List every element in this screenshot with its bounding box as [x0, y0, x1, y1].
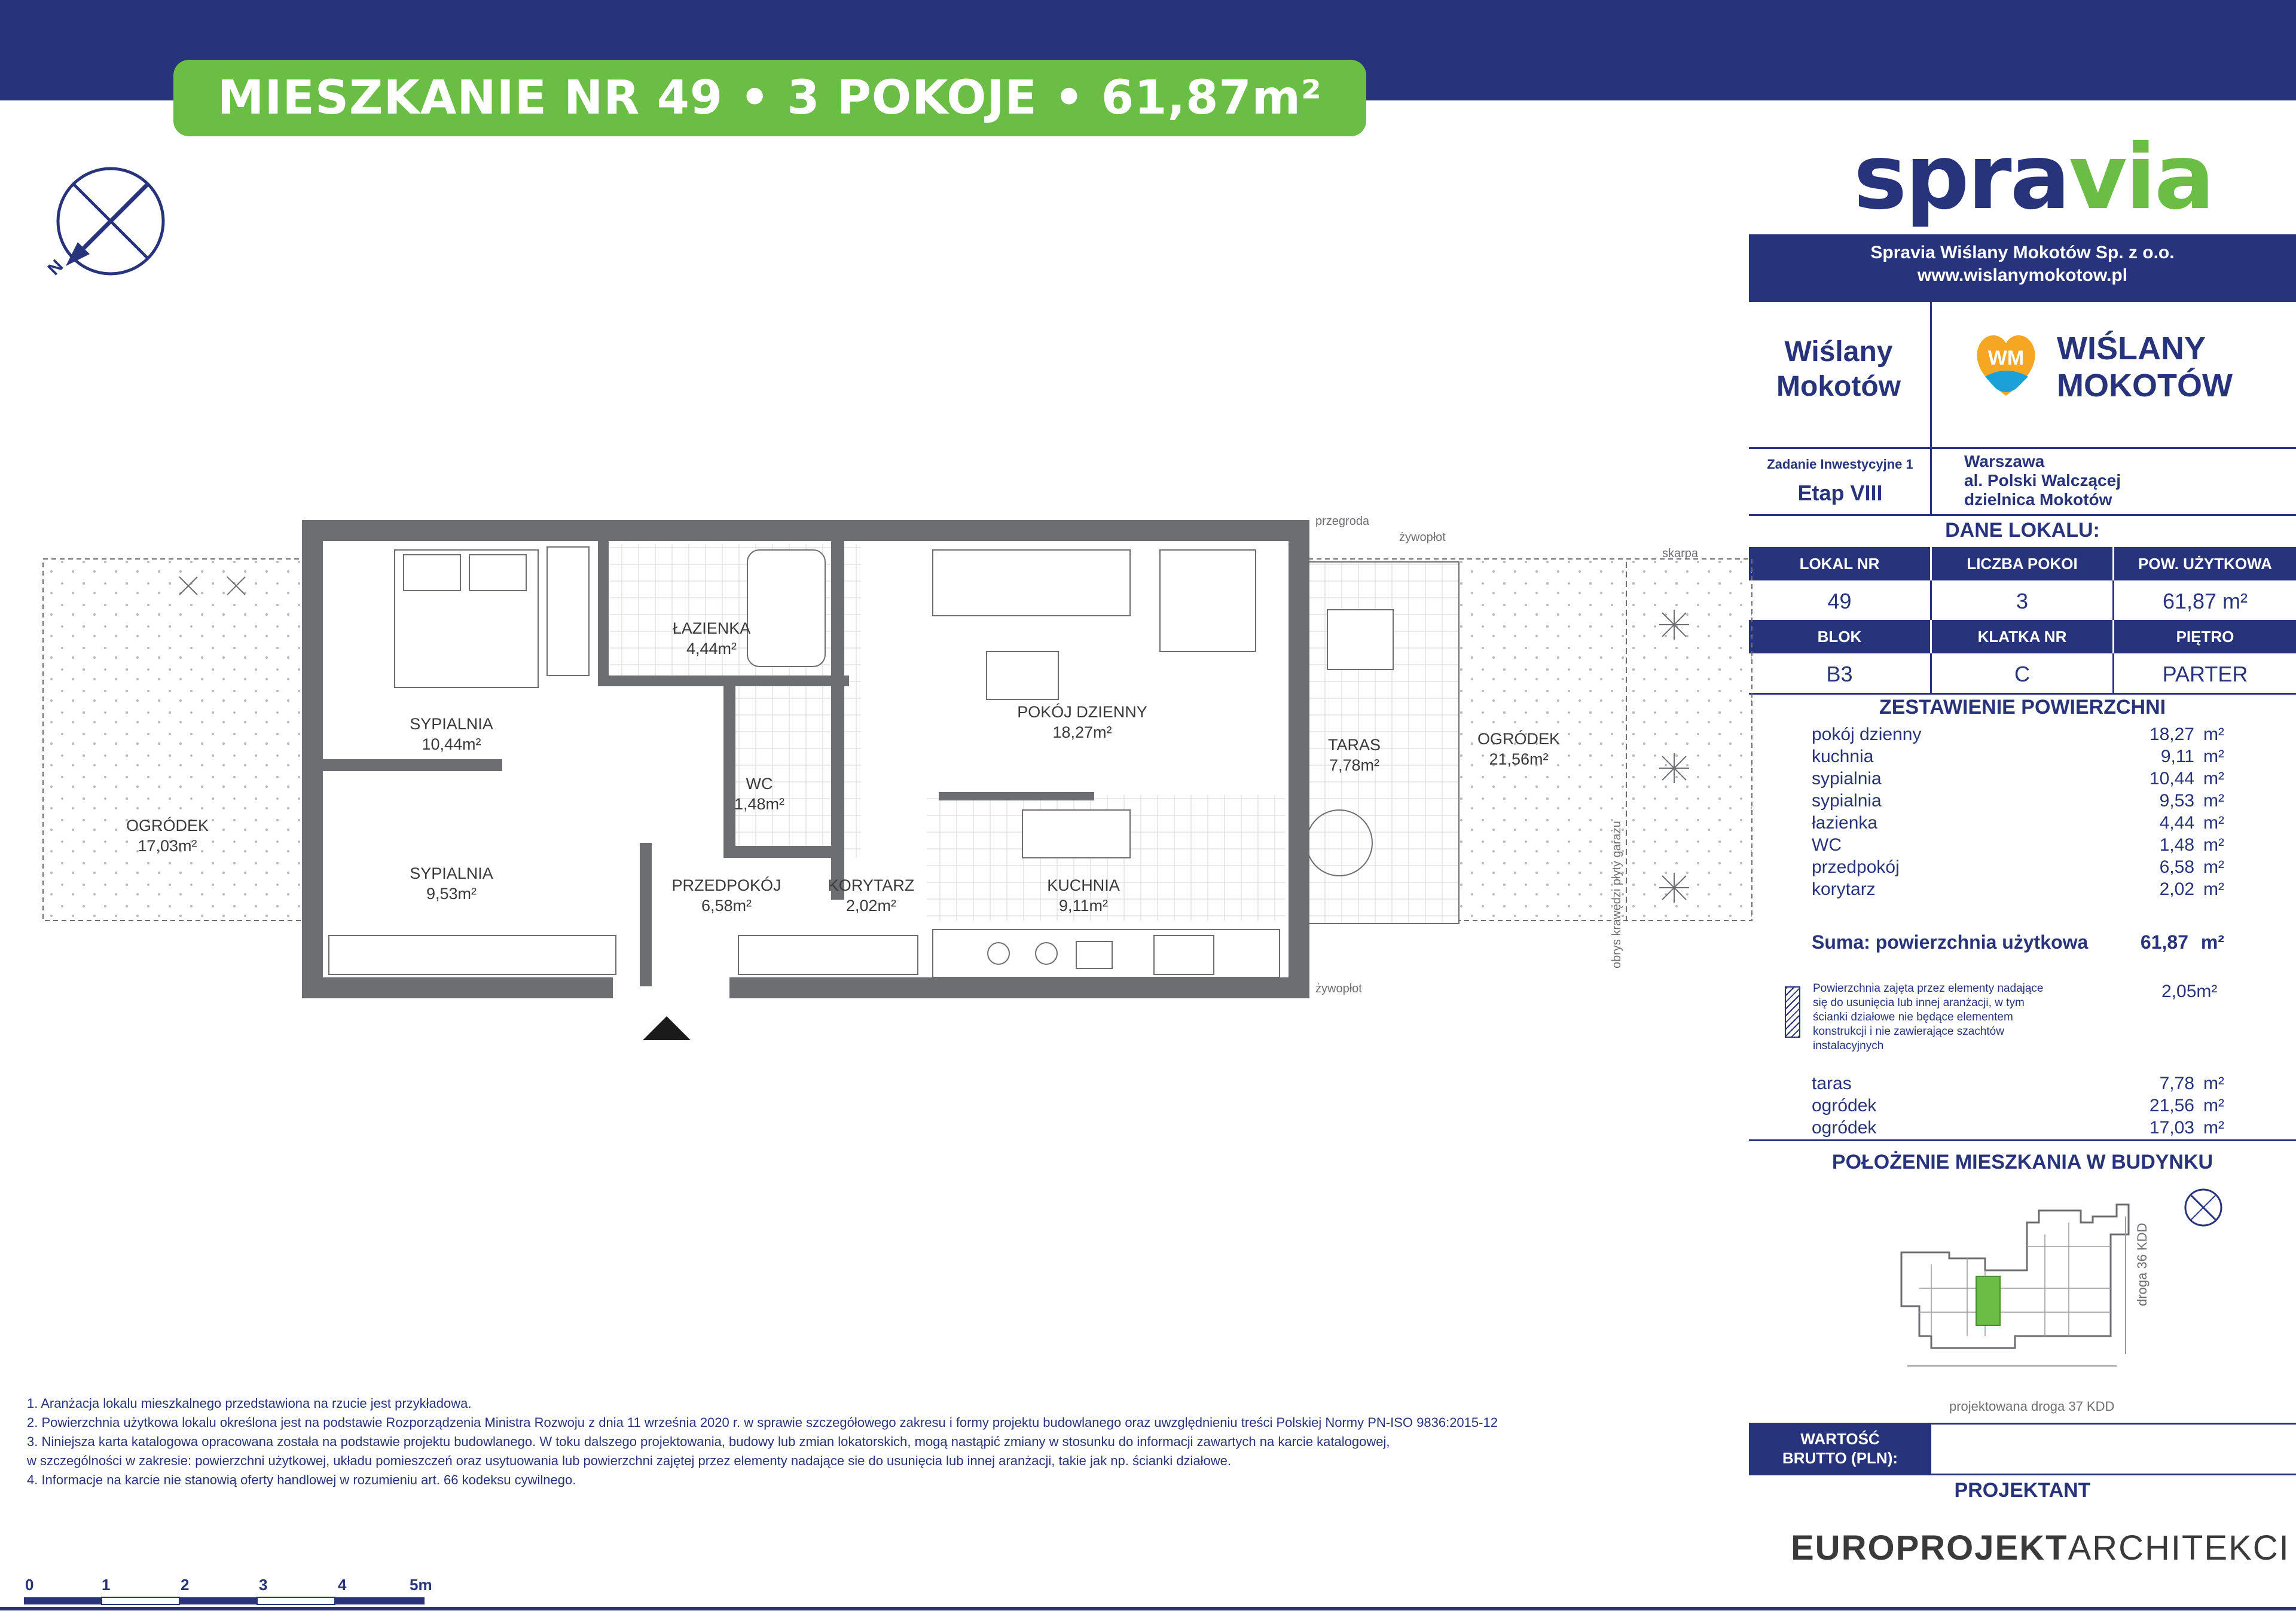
- wm-logo-text: [2057, 330, 2233, 404]
- room-name: PRZEDPOKÓJ: [671, 876, 781, 894]
- designer-label: PROJEKTANT: [1954, 1479, 2091, 1502]
- divider: [2112, 580, 2114, 620]
- summary-row: [1812, 857, 2224, 879]
- garage-label: obrys krawędzi płyty garażu: [1610, 821, 1623, 968]
- room-area: 9,11m²: [1058, 897, 1109, 915]
- stage-label: Etap VIII: [1797, 481, 1883, 505]
- sofa: [933, 550, 1130, 616]
- summary-total-row: [1812, 931, 2224, 953]
- row-name: sypialnia: [1812, 769, 1882, 788]
- summary-row: [1812, 725, 2224, 747]
- project-name-line2: Mokotów: [1776, 371, 1901, 402]
- dining-table: [1160, 550, 1256, 652]
- note-line: w szczególności w zakresie: powierzchni użytkowej, układu pomieszczeń oraz usytuowania lub powierzchni zajętej przez elementy nadające sie do usunięcia lub innej aranżacji, takie jak np. ścianki działowe.: [27, 1453, 1232, 1468]
- total-value: 61,87: [2140, 931, 2188, 953]
- row-unit: m²: [2203, 835, 2224, 855]
- divider: [1930, 300, 1932, 514]
- price-value: [1934, 1425, 2293, 1474]
- partition-label: przegroda: [1315, 515, 1370, 528]
- total-label: Suma: powierzchnia użytkowa: [1812, 931, 2089, 953]
- row-name: przedpokój: [1812, 857, 1900, 877]
- unit-section-title: DANE LOKALU:: [1945, 519, 2100, 542]
- slope-label: skarpa: [1662, 547, 1699, 560]
- row-value: 6,58: [2159, 857, 2194, 877]
- wm-heart-icon: [1973, 329, 2039, 401]
- price-label: [1749, 1425, 1931, 1474]
- wm-logo: [1973, 329, 2039, 403]
- row-value: 2,02: [2159, 879, 2194, 899]
- price-label-line2: BRUTTO (PLN):: [1782, 1449, 1898, 1467]
- logo-part2: via: [2068, 126, 2213, 230]
- designer-name-light: ARCHITEKCI: [2068, 1529, 2290, 1567]
- row-unit: m²: [2203, 725, 2224, 744]
- row-value: 18,27: [2149, 725, 2194, 744]
- rooms-label: LICZBA POKOI: [1932, 547, 2112, 580]
- row-unit: m²: [2203, 1074, 2224, 1093]
- road-side-label: droga 36 KDD: [2135, 1222, 2150, 1306]
- divider: [1749, 1139, 2296, 1141]
- summary-list: [1812, 725, 2224, 901]
- page-title: MIESZKANIE NR 49 • 3 POKOJE • 61,87m²: [173, 60, 1366, 136]
- north-arrow-icon: [42, 161, 173, 293]
- summary-row: [1812, 747, 2224, 769]
- scale-tick: 1: [102, 1576, 111, 1594]
- spravia-logo: [1854, 126, 2213, 230]
- row-name: sypialnia: [1812, 791, 1882, 811]
- scale-tick: 0: [25, 1576, 34, 1594]
- divider: [2112, 653, 2114, 693]
- stair-label: KLATKA NR: [1932, 620, 2112, 653]
- project-name-line1: Wiślany: [1784, 336, 1893, 368]
- room-name: SYPIALNIA: [410, 715, 493, 733]
- summary-row: [1812, 879, 2224, 901]
- extra-row: [1812, 1074, 2224, 1096]
- row-name: taras: [1812, 1074, 1852, 1093]
- row-value: 7,78: [2159, 1074, 2194, 1093]
- room-area: 2,02m²: [845, 897, 897, 915]
- project-name: [1752, 335, 1925, 404]
- wm-logo-line1: WIŚLANY: [2057, 331, 2206, 366]
- row-value: 4,44: [2159, 813, 2194, 833]
- row-name: ogródek: [1812, 1118, 1877, 1138]
- summary-row: [1812, 835, 2224, 857]
- row-unit: m²: [2203, 769, 2224, 788]
- divider: [1930, 580, 1932, 620]
- unit-highlight: [1976, 1276, 2000, 1325]
- building-keyplan: [1895, 1187, 2254, 1428]
- floor-plan-svg: [36, 514, 1770, 1064]
- scale-tick: 3: [259, 1576, 268, 1594]
- divider: [1749, 514, 2296, 516]
- scale-tick: 4: [338, 1576, 347, 1594]
- total-unit: m²: [2200, 931, 2224, 953]
- block-value: B3: [1826, 662, 1853, 686]
- row-name: kuchnia: [1812, 747, 1874, 766]
- row-value: 10,44: [2149, 769, 2194, 788]
- room-area: 10,44m²: [422, 735, 481, 753]
- row-name: pokój dzienny: [1812, 725, 1922, 744]
- road-bottom-label: projektowana droga 37 KDD: [1949, 1399, 2115, 1414]
- entrance-arrow-icon: [643, 1016, 691, 1040]
- summary-row: [1812, 769, 2224, 791]
- row-name: korytarz: [1812, 879, 1876, 899]
- notes: [27, 1394, 1731, 1490]
- divider: [1749, 1474, 2296, 1475]
- designer-name-bold: EUROPROJEKT: [1791, 1529, 2068, 1567]
- summary-title: ZESTAWIENIE POWIERZCHNI: [1879, 696, 2166, 719]
- row-unit: m²: [2203, 813, 2224, 833]
- area-label: POW. UŻYTKOWA: [2114, 547, 2296, 580]
- row-value: 9,11: [2160, 747, 2194, 766]
- note-line: 2. Powierzchnia użytkowa lokalu określona jest na podstawie Rozporządzenia Ministra Rozwoju z dnia 11 września 2020 r. w sprawie szczegółowego zakresu i formy projektu budowlanego oraz uwzględnieniu treści Polskiej Normy PN-ISO 9836:2015-12: [27, 1415, 1498, 1430]
- stair-value: C: [2014, 662, 2030, 686]
- row-unit: m²: [2203, 857, 2224, 877]
- row-value: 17,03: [2149, 1118, 2194, 1138]
- lokal-value: 49: [1827, 589, 1852, 613]
- room-area: 1,48m²: [734, 795, 785, 813]
- row-name: ogródek: [1812, 1096, 1877, 1115]
- room-name: SYPIALNIA: [410, 864, 493, 882]
- coffee-table: [987, 652, 1058, 699]
- keyplan-svg: [1895, 1187, 2254, 1426]
- floor-label: PIĘTRO: [2114, 620, 2296, 653]
- rooms-value: 3: [2016, 589, 2029, 613]
- excluded-value: 2,05m²: [2161, 982, 2218, 1001]
- room-area: 9,53m²: [426, 885, 477, 903]
- bottom-rule: [0, 1607, 2296, 1610]
- row-unit: m²: [2203, 747, 2224, 766]
- excluded-note: Powierzchnia zajęta przez elementy nadające się do usunięcia lub innej aranżacji, w tym ścianki działowe nie będące elementem konstrukcji i nie zawierające szachtów instalacyjnych: [1813, 982, 2044, 1052]
- address: [1964, 452, 2121, 509]
- scale-tick: 5m: [410, 1576, 432, 1594]
- hatch-legend-icon: [1785, 986, 1800, 1038]
- area-value: 61,87 m²: [2162, 589, 2248, 613]
- row-name: WC: [1812, 835, 1842, 855]
- note-line: 3. Niniejsza karta katalogowa opracowana została na podstawie projektu budowlanego. W toku dalszego projektowania, budowy lub zmian lokatorskich, mogą nastąpić zmiany w stosunku do informacji zawartych na karcie katalogowej,: [27, 1434, 1390, 1449]
- room-name: TARAS: [1327, 736, 1381, 754]
- room-area: 7,78m²: [1329, 756, 1380, 774]
- extra-row: [1812, 1096, 2224, 1118]
- room-area: 6,58m²: [701, 897, 752, 915]
- room-name: OGRÓDEK: [1477, 730, 1561, 748]
- row-unit: m²: [2203, 879, 2224, 899]
- hedge-label-bottom: żywopłot: [1315, 982, 1362, 995]
- bathtub: [747, 550, 825, 667]
- row-value: 21,56: [2149, 1096, 2194, 1115]
- lokal-label: LOKAL NR: [1749, 547, 1930, 580]
- scale-bar: [24, 1572, 490, 1622]
- scale-tick: 2: [181, 1576, 190, 1594]
- divider: [1749, 693, 2296, 695]
- address-line2: al. Polski Walczącej: [1964, 471, 2121, 490]
- task-label: Zadanie Inwestycyjne 1: [1767, 457, 1913, 472]
- room-name: KUCHNIA: [1047, 876, 1120, 894]
- room-area: 17,03m²: [138, 837, 197, 855]
- north-compass: [42, 161, 173, 295]
- address-line1: Warszawa: [1964, 452, 2045, 470]
- room-name: KORYTARZ: [828, 876, 915, 894]
- wm-badge-text: WM: [1987, 347, 2025, 369]
- company-box: [1749, 234, 2296, 300]
- note-line: 4. Informacje na karcie nie stanowią oferty handlowej w rozumieniu art. 66 kodeksu cywilnego.: [27, 1472, 576, 1487]
- garden-left: [43, 559, 305, 921]
- room-name: WC: [746, 775, 773, 793]
- room-area: 21,56m²: [1489, 750, 1549, 768]
- row-unit: m²: [2203, 791, 2224, 811]
- kitchen-counter: [933, 930, 1280, 977]
- floor-value: PARTER: [2162, 662, 2248, 686]
- room-name: ŁAZIENKA: [672, 619, 751, 637]
- row-unit: m²: [2203, 1096, 2224, 1115]
- row-name: łazienka: [1812, 813, 1878, 833]
- scale-bar-svg: [24, 1572, 490, 1620]
- extra-row: [1812, 1118, 2224, 1140]
- divider: [1930, 653, 1932, 693]
- hedge-label-top: żywopłot: [1399, 531, 1446, 544]
- row-value: 9,53: [2159, 791, 2194, 811]
- divider: [1749, 447, 2296, 449]
- address-line3: dzielnica Mokotów: [1964, 490, 2112, 509]
- divider: [1749, 300, 2296, 302]
- room-area: 18,27m²: [1052, 723, 1112, 741]
- price-label-line1: WARTOŚĆ: [1800, 1430, 1880, 1448]
- block-label: BLOK: [1749, 620, 1930, 653]
- extra-list: [1812, 1074, 2224, 1140]
- company-name: Spravia Wiślany Mokotów Sp. z o.o.: [1870, 243, 2175, 262]
- wm-logo-line2: MOKOTÓW: [2057, 368, 2233, 404]
- row-value: 1,48: [2159, 835, 2194, 855]
- room-area: 4,44m²: [686, 640, 737, 658]
- summary-row: [1812, 813, 2224, 835]
- company-website[interactable]: www.wislanymokotow.pl: [1917, 265, 2128, 285]
- floor-plan: [36, 514, 1770, 1066]
- logo-part1: spra: [1854, 126, 2069, 230]
- room-name: OGRÓDEK: [126, 817, 209, 835]
- row-unit: m²: [2203, 1118, 2224, 1138]
- designer-name: [1791, 1528, 2290, 1568]
- north-label: N: [44, 256, 68, 279]
- note-line: 1. Aranżacja lokalu mieszkalnego przedstawiona na rzucie jest przykładowa.: [27, 1396, 472, 1411]
- summary-row: [1812, 791, 2224, 813]
- room-name: POKÓJ DZIENNY: [1017, 703, 1147, 721]
- location-title: POŁOŻENIE MIESZKANIA W BUDYNKU: [1831, 1151, 2213, 1173]
